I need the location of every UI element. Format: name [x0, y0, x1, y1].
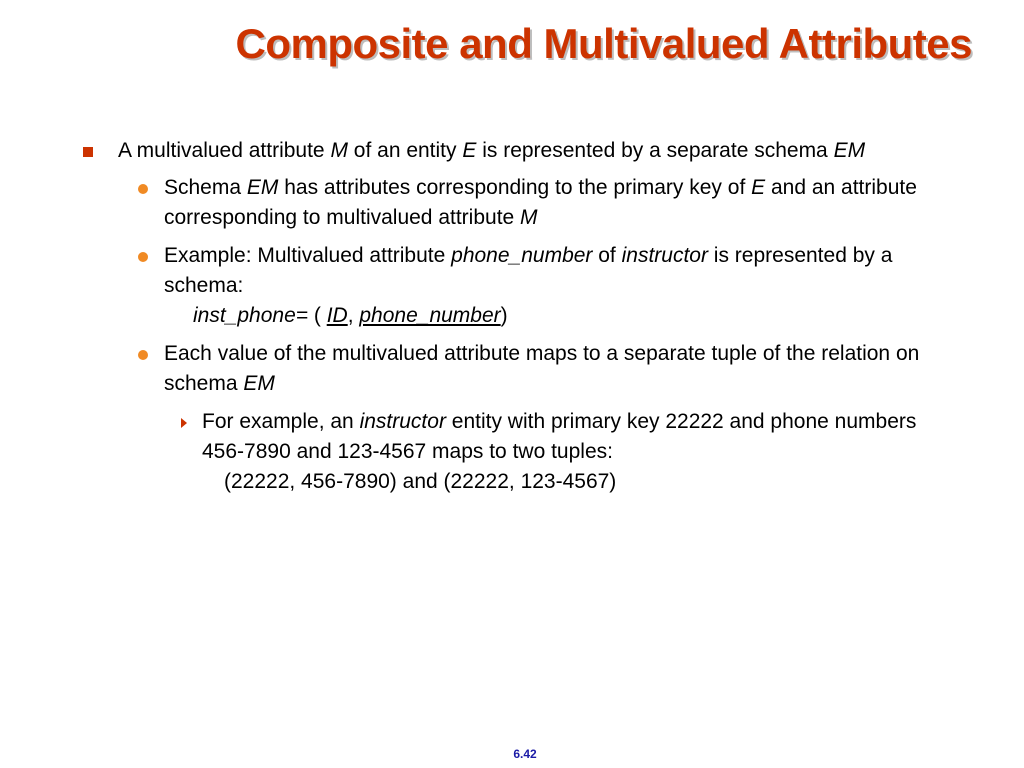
bullet-level3-example [80, 407, 960, 497]
text: ) [500, 304, 508, 327]
var-m: M [330, 139, 348, 162]
key-phone-number: phone_number [359, 304, 501, 327]
bullet-level2-tuples [80, 339, 960, 399]
var-em: EM [243, 372, 275, 395]
attr-phone-number: phone_number [451, 244, 593, 267]
square-bullet-icon [83, 147, 93, 157]
var-em: EM [833, 139, 866, 162]
text: is represented by a separate schema [476, 139, 834, 162]
triangle-bullet-icon [181, 418, 187, 428]
text: Schema [164, 176, 247, 199]
bullet-level2-example [80, 241, 960, 331]
bullet-level1-multivalued [80, 136, 960, 166]
text: has attributes corresponding to the primary key of [278, 176, 752, 199]
key-id: ID [326, 304, 348, 327]
var-e: E [751, 176, 766, 199]
text: ( [308, 304, 327, 327]
text: entity with primary key 22222 and phone numbers 456-7890 and 123-4567 maps to two tuples: [202, 410, 917, 463]
var-e: E [462, 139, 477, 162]
var-em: EM [246, 176, 279, 199]
text: and an attribute corresponding to multivalued attribute [164, 176, 917, 229]
entity-instructor: instructor [359, 410, 446, 433]
bullet-level2-schema [80, 173, 960, 233]
text: is represented by a schema: [164, 244, 893, 297]
circle-bullet-icon [138, 184, 148, 194]
slide-title: Composite and Multivalued Attributes [235, 20, 972, 67]
text: , [347, 304, 360, 327]
tuples-example: (22222, 456-7890) and (22222, 123-4567) [224, 470, 617, 493]
text: For example, an [202, 410, 360, 433]
schema-definition [164, 301, 960, 331]
schema-name: inst_phone= [193, 304, 309, 327]
text: A multivalued attribute [118, 139, 331, 162]
text: Example: Multivalued attribute [164, 244, 452, 267]
slide-body [80, 136, 960, 503]
text: Each value of the multivalued attribute maps to a separate tuple of the relation on schema [164, 342, 920, 395]
text: of [592, 244, 622, 267]
page-number: 6.42 [513, 747, 537, 761]
text: of an entity [347, 139, 463, 162]
var-m: M [520, 206, 538, 229]
entity-instructor: instructor [621, 244, 708, 267]
circle-bullet-icon [138, 252, 148, 262]
circle-bullet-icon [138, 350, 148, 360]
